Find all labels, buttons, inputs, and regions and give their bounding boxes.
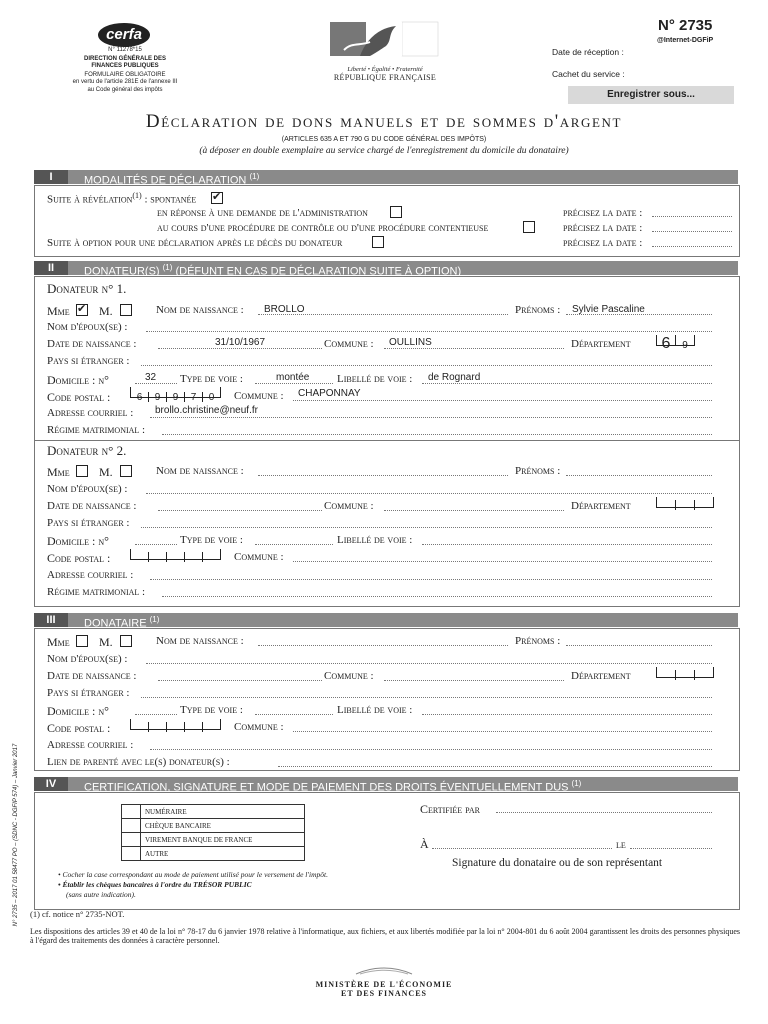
- donor-1-cp-label: Code postal :: [47, 390, 111, 404]
- direction-label: DIRECTION GÉNÉRALE DES FINANCES PUBLIQUES: [83, 55, 166, 69]
- donee-commune-label: Commune :: [324, 670, 374, 682]
- donor-1-voie-lib-field[interactable]: [422, 383, 712, 384]
- payment-row[interactable]: [122, 805, 305, 819]
- donee-commune2-field[interactable]: [293, 731, 712, 732]
- certifiee-field[interactable]: [496, 812, 712, 813]
- donee-commune2-label: Commune :: [234, 721, 284, 733]
- donor-2-domicile-label: Domicile : n°: [47, 534, 109, 548]
- donor-2-pays-field[interactable]: [141, 527, 712, 528]
- ministry-emblem-icon: [354, 965, 414, 975]
- section-1-footnote: (1): [249, 172, 260, 181]
- donor-1-commune-label: Commune :: [324, 338, 374, 350]
- donor-2-m-checkbox[interactable]: [120, 465, 132, 477]
- payment-label-cash: NUMÉRAIRE: [141, 805, 305, 819]
- spontaneous-checkbox[interactable]: [211, 192, 223, 204]
- donee-mme-label: Mme: [47, 635, 70, 649]
- donor-2-epoux-field[interactable]: [146, 493, 712, 494]
- donor-2-prenoms-label: Prénoms :: [515, 465, 561, 477]
- certifiee-label: Certifiée par: [420, 802, 481, 816]
- cp-digit-3: 9: [167, 392, 185, 402]
- section-1-header: [34, 170, 738, 187]
- donor-1-nom-value[interactable]: BROLLO: [264, 304, 305, 315]
- donee-pays-label: Pays si étranger :: [47, 687, 130, 699]
- donor-1-m-label: M.: [99, 304, 113, 318]
- payment-row[interactable]: [122, 833, 305, 847]
- donor-1-mme-checkbox[interactable]: [76, 304, 88, 316]
- donor-2-epoux-label: Nom d'époux(se) :: [47, 483, 128, 495]
- donee-domicile-label: Domicile : n°: [47, 704, 109, 718]
- donor-2-naissance-field[interactable]: [158, 510, 322, 511]
- ministry-name-1: MINISTÈRE DE L'ÉCONOMIE: [315, 980, 453, 989]
- donor-1-commune2-label: Commune :: [234, 390, 284, 402]
- issuer-block: [40, 47, 210, 94]
- donor-1-regime-field[interactable]: [162, 434, 712, 435]
- side-reference: N° 2735 – 2017 01 58477 PO – (SDNC - DGFIP 574) – Janvier 2017: [13, 743, 19, 927]
- reception-date-label: Date de réception :: [552, 47, 624, 57]
- section-1-number: I: [34, 170, 68, 184]
- donor-1-pays-field[interactable]: [141, 365, 712, 366]
- donor-2-regime-label: Régime matrimonial :: [47, 586, 146, 598]
- mandatory-form-label: FORMULAIRE OBLIGATOIRE: [84, 71, 166, 78]
- cp-digit-1: 6: [131, 392, 149, 402]
- donee-nom-field[interactable]: [258, 645, 508, 646]
- date-label-1: précisez la date :: [563, 207, 643, 219]
- notice-reference: (1) cf. notice n° 2735-NOT.: [30, 909, 125, 919]
- donor-1-epoux-label: Nom d'époux(se) :: [47, 321, 128, 333]
- date-field-1[interactable]: [652, 216, 732, 217]
- donor-1-heading: Donateur n° 1.: [47, 281, 127, 296]
- donor-1-commune-value[interactable]: OULLINS: [389, 337, 432, 348]
- service-stamp-label: Cachet du service :: [552, 69, 625, 79]
- donor-1-commune-field[interactable]: [384, 348, 564, 349]
- donor-2-heading: Donateur n° 2.: [47, 443, 127, 458]
- dept-digit-2: 9: [682, 340, 688, 351]
- section-1-title-text: MODALITÉS DE DÉCLARATION: [84, 174, 247, 187]
- donor-1-prenoms-label: Prénoms :: [515, 304, 561, 316]
- donor-1-mme-label: Mme: [47, 304, 70, 318]
- donee-voie-type-field[interactable]: [255, 714, 333, 715]
- donee-voie-lib-field[interactable]: [422, 714, 712, 715]
- donee-cp-field[interactable]: [130, 719, 221, 730]
- le-label: le: [616, 839, 626, 851]
- dept-digit-1: 6: [657, 335, 676, 345]
- donor-2-nom-label: Nom de naissance :: [156, 465, 244, 477]
- donor-2-mme-label: Mme: [47, 465, 70, 479]
- donor-2-commune2-field[interactable]: [293, 561, 712, 562]
- section-4-number: IV: [34, 777, 68, 791]
- cerfa-logo: [98, 23, 150, 47]
- donor-1-prenoms-value[interactable]: Sylvie Pascaline: [572, 304, 645, 315]
- payment-row[interactable]: [122, 847, 305, 861]
- option-after-death-checkbox[interactable]: [372, 236, 384, 248]
- donee-dept-label: Département: [571, 670, 631, 682]
- donee-lien-field[interactable]: [278, 766, 712, 767]
- marianne-logo: [330, 20, 440, 82]
- le-field[interactable]: [630, 848, 712, 849]
- donor-2-panel: [34, 440, 740, 607]
- marianne-icon: [330, 20, 440, 60]
- donor-1-naissance-label: Date de naissance :: [47, 338, 137, 350]
- donor-1-dept-label: Département: [571, 338, 631, 350]
- donor-1-voie-lib-label: Libellé de voie :: [337, 373, 413, 385]
- payment-label-transfer: VIREMENT BANQUE DE FRANCE: [141, 833, 305, 847]
- donor-2-commune2-label: Commune :: [234, 551, 284, 563]
- legal-notice: Les dispositions des articles 39 et 40 de la loi n° 78-17 du 6 janvier 1978 relative à l'informatique, aux fichiers, et aux libertés modifiée par la loi n° 2004-801 du 6 août 2004 garantissent les droits des personnes physiques à l'égard des traitements des données à caractère personnel.: [30, 927, 740, 945]
- section-4-header: [34, 777, 738, 794]
- a-label: À: [420, 837, 429, 851]
- donee-voie-type-label: Type de voie :: [180, 704, 243, 716]
- donor-2-regime-field[interactable]: [162, 596, 712, 597]
- article-reference-label: en vertu de l'article 281E de l'annexe III: [72, 79, 178, 85]
- donee-epoux-label: Nom d'époux(se) :: [47, 653, 128, 665]
- section-2-header: [34, 261, 738, 278]
- payment-label-cheque: CHÈQUE BANCAIRE: [141, 819, 305, 833]
- control-procedure-checkbox[interactable]: [523, 221, 535, 233]
- donor-2-courriel-label: Adresse courriel :: [47, 569, 134, 581]
- donee-m-checkbox[interactable]: [120, 635, 132, 647]
- donee-cp-label: Code postal :: [47, 721, 111, 735]
- ministry-name-2: ET DES FINANCES: [341, 989, 427, 998]
- donor-1-voie-type-label: Type de voie :: [180, 373, 243, 385]
- donor-1-domicile-field[interactable]: [135, 383, 177, 384]
- donor-2-voie-type-field[interactable]: [255, 544, 333, 545]
- donee-lien-label: Lien de parenté avec le(s) donateur(s) :: [47, 756, 230, 768]
- payment-row[interactable]: [122, 819, 305, 833]
- payment-note-1: • Cocher la case correspondant au mode de paiement utilisé pour le versement de l'impôt.: [58, 870, 328, 879]
- donor-2-voie-lib-field[interactable]: [422, 544, 712, 545]
- option-after-death-label: Suite à option pour une déclaration après le décès du donateur: [47, 237, 343, 249]
- signature-label: Signature du donataire ou de son représentant: [452, 857, 663, 869]
- donor-2-courriel-field[interactable]: [150, 579, 712, 580]
- donor-2-prenoms-field[interactable]: [566, 475, 712, 476]
- donor-2-nom-field[interactable]: [258, 475, 508, 476]
- donee-commune-field[interactable]: [384, 680, 564, 681]
- donor-2-dept-label: Département: [571, 500, 631, 512]
- payment-note-3: (sans autre indication).: [66, 890, 136, 899]
- donor-1-courriel-label: Adresse courriel :: [47, 407, 134, 419]
- payment-label-other: AUTRE: [141, 847, 305, 861]
- donor-2-m-label: M.: [99, 465, 113, 479]
- date-label-3: précisez la date :: [563, 237, 643, 249]
- donor-1-cp-field[interactable]: [130, 387, 221, 403]
- date-field-3[interactable]: [652, 246, 732, 247]
- donee-courriel-field[interactable]: [150, 749, 712, 750]
- save-as-button[interactable]: Enregistrer sous...: [568, 86, 734, 104]
- republic-motto: Liberté • Égalité • Fraternité: [347, 66, 423, 73]
- donor-1-voie-lib-value[interactable]: de Rognard: [428, 372, 481, 383]
- tax-code-label: au Code général des impôts: [87, 86, 163, 93]
- control-procedure-label: au cours d'une procédure de contrôle ou d'une procédure contentieuse: [157, 222, 489, 234]
- donee-dept-field[interactable]: [656, 667, 714, 678]
- donee-mme-checkbox[interactable]: [76, 635, 88, 647]
- donor-2-commune-field[interactable]: [384, 510, 564, 511]
- donor-1-courriel-value[interactable]: brollo.christine@neuf.fr: [155, 405, 258, 416]
- donee-naissance-field[interactable]: [158, 680, 322, 681]
- donor-2-naissance-label: Date de naissance :: [47, 500, 137, 512]
- republic-name: RÉPUBLIQUE FRANÇAISE: [333, 73, 437, 82]
- payment-checkbox-cash[interactable]: [122, 805, 141, 819]
- donor-1-regime-label: Régime matrimonial :: [47, 424, 146, 436]
- ministry-logo: [284, 962, 484, 998]
- donee-voie-lib-label: Libellé de voie :: [337, 704, 413, 716]
- donor-1-nom-label: Nom de naissance :: [156, 304, 244, 316]
- donor-2-dept-field[interactable]: [656, 497, 714, 508]
- cerfa-number: N° 11278*15: [108, 47, 142, 53]
- articles-subtitle: (ARTICLES 635 A ET 790 G DU CODE GÉNÉRAL DES IMPÔTS): [281, 136, 487, 143]
- date-label-2: précisez la date :: [563, 222, 643, 234]
- section-3-number: III: [34, 613, 68, 627]
- payment-checkbox-cheque[interactable]: [122, 819, 141, 833]
- donor-1-naissance-field[interactable]: [158, 348, 322, 349]
- cerfa-logo-text: cerfa: [106, 26, 142, 43]
- form-title: Déclaration de dons manuels et de sommes d'argent: [145, 111, 623, 132]
- a-field[interactable]: [432, 848, 612, 849]
- cp-digit-2: 9: [149, 392, 167, 402]
- section-4-title: CERTIFICATION, SIGNATURE ET MODE DE PAIEMENT DES DROITS ÉVENTUELLEMENT DUS $^{(1)}$: [84, 779, 582, 794]
- payment-notes: [58, 870, 328, 900]
- donee-pays-field[interactable]: [141, 697, 712, 698]
- donee-domicile-field[interactable]: [135, 714, 177, 715]
- revelation-label: Suite à révélation$^{(1)}$ : spontanée: [47, 191, 197, 206]
- donee-naissance-label: Date de naissance :: [47, 670, 137, 682]
- payment-checkbox-other[interactable]: [122, 847, 141, 861]
- donor-1-commune2-value[interactable]: CHAPONNAY: [298, 388, 361, 399]
- donee-prenoms-label: Prénoms :: [515, 635, 561, 647]
- section-2-number: II: [34, 261, 68, 275]
- section-3-title: DONATAIRE $^{(1)}$: [84, 615, 160, 630]
- date-field-2[interactable]: [652, 231, 732, 232]
- cp-digit-5: 0: [208, 392, 215, 403]
- donor-1-voie-type-field[interactable]: [255, 383, 333, 384]
- payment-note-2: • Établir les chèques bancaires à l'ordre du TRÉSOR PUBLIC: [58, 880, 252, 889]
- donee-epoux-field[interactable]: [146, 663, 712, 664]
- donor-1-dept-field[interactable]: [656, 335, 695, 352]
- donor-1-naissance-value[interactable]: 31/10/1967: [215, 337, 266, 348]
- donor-2-cp-label: Code postal :: [47, 551, 111, 565]
- donor-1-domicile-label: Domicile : n°: [47, 373, 109, 387]
- donor-2-domicile-field[interactable]: [135, 544, 177, 545]
- donee-m-label: M.: [99, 635, 113, 649]
- form-sub: @Internet-DGFiP: [657, 37, 714, 44]
- section-3-header: [34, 613, 738, 630]
- donee-courriel-label: Adresse courriel :: [47, 739, 134, 751]
- donor-2-pays-label: Pays si étranger :: [47, 517, 130, 529]
- donor-1-pays-label: Pays si étranger :: [47, 355, 130, 367]
- donor-2-cp-field[interactable]: [130, 549, 221, 560]
- donor-1-commune2-field[interactable]: [293, 400, 712, 401]
- admin-request-checkbox[interactable]: [390, 206, 402, 218]
- payment-checkbox-transfer[interactable]: [122, 833, 141, 847]
- donor-2-voie-type-label: Type de voie :: [180, 534, 243, 546]
- filing-instruction: (à déposer en double exemplaire au service chargé de l'enregistrement du domicile du donataire): [199, 146, 569, 156]
- admin-request-label: en réponse à une demande de l'administration: [157, 207, 368, 219]
- donor-1-courriel-field[interactable]: [150, 417, 712, 418]
- donor-2-commune-label: Commune :: [324, 500, 374, 512]
- section-2-title: DONATEUR(S) $^{(1)}$ (DÉFUNT EN CAS DE DÉCLARATION SUITE À OPTION): [84, 263, 462, 278]
- donee-nom-label: Nom de naissance :: [156, 635, 244, 647]
- cp-digit-4: 7: [185, 392, 203, 402]
- payment-method-table: [121, 804, 305, 861]
- donor-1-epoux-field[interactable]: [146, 331, 712, 332]
- donor-1-voie-type-value[interactable]: montée: [276, 372, 310, 383]
- donor-2-mme-checkbox[interactable]: [76, 465, 88, 477]
- donee-prenoms-field[interactable]: [566, 645, 712, 646]
- form-number: N° 2735: [658, 17, 713, 34]
- donor-1-domicile-value[interactable]: 32: [145, 372, 157, 383]
- donor-2-voie-lib-label: Libellé de voie :: [337, 534, 413, 546]
- donor-1-m-checkbox[interactable]: [120, 304, 132, 316]
